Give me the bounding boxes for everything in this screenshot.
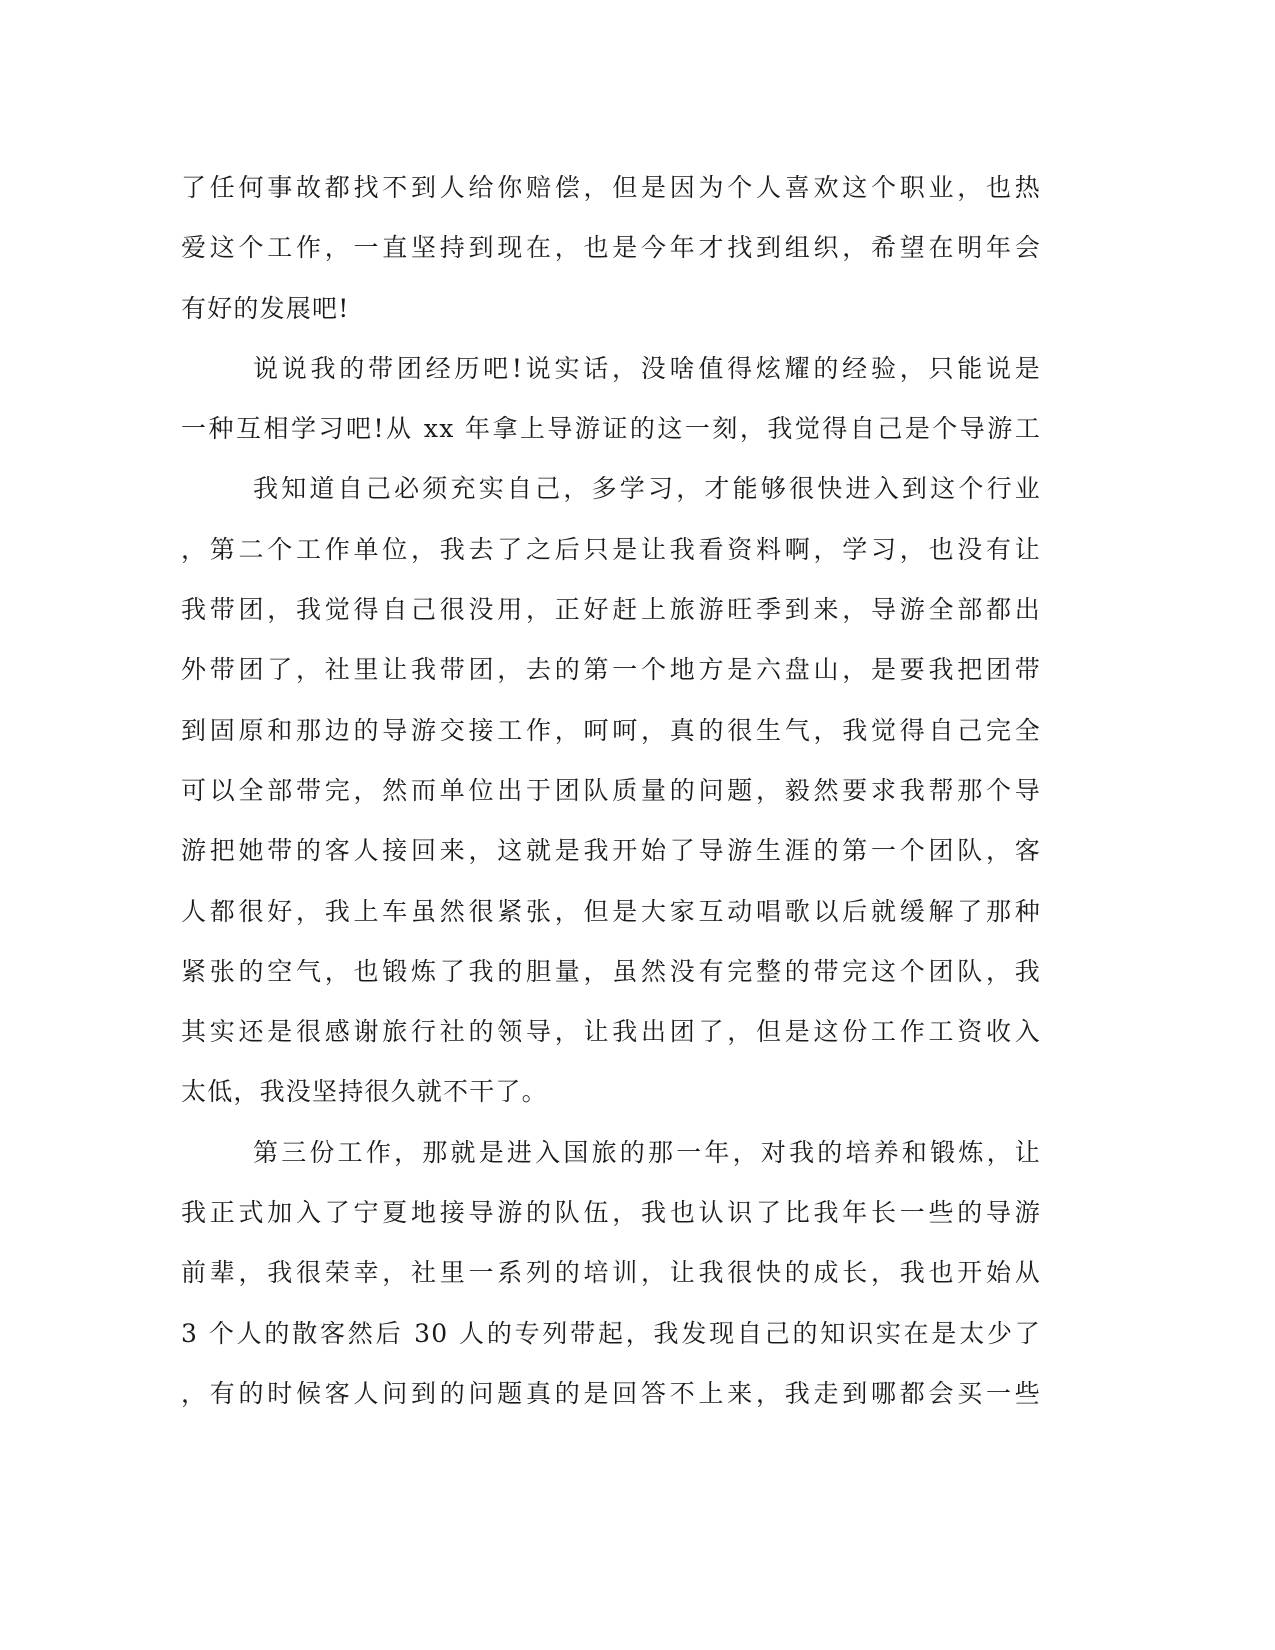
paragraph	[181, 459, 1041, 1122]
text-line: 我正式加入了宁夏地接导游的队伍，我也认识了比我年长一些的导游	[181, 1198, 1041, 1228]
text-line: 3 个人的散客然后 30 人的专列带起，我发现自己的知识实在是太少了	[181, 1318, 1041, 1348]
text-line: 外带团了，社里让我带团，去的第一个地方是六盘山，是要我把团带	[181, 655, 1041, 685]
text-line: 太低，我没坚持很久就不干了。	[181, 1077, 548, 1107]
body-text	[181, 158, 1041, 1424]
text-line: 有好的发展吧!	[181, 293, 350, 323]
text-line: 爱这个工作，一直坚持到现在，也是今年才找到组织，希望在明年会	[181, 233, 1041, 263]
text-line: 一种互相学习吧!从 xx 年拿上导游证的这一刻，我觉得自己是个导游工	[181, 414, 1041, 444]
text-line: 说说我的带团经历吧!说实话，没啥值得炫耀的经验，只能说是	[253, 353, 1041, 383]
text-line: 我带团，我觉得自己很没用，正好赶上旅游旺季到来，导游全部都出	[181, 595, 1041, 625]
text-line: 其实还是很感谢旅行社的领导，让我出团了，但是这份工作工资收入	[181, 1017, 1041, 1047]
text-line: 游把她带的客人接回来，这就是我开始了导游生涯的第一个团队，客	[181, 836, 1041, 866]
paragraph	[181, 339, 1041, 460]
text-line: 到固原和那边的导游交接工作，呵呵，真的很生气，我觉得自己完全	[181, 715, 1041, 745]
text-line: 了任何事故都找不到人给你赔偿，但是因为个人喜欢这个职业，也热	[181, 173, 1041, 202]
text-line: 可以全部带完，然而单位出于团队质量的问题，毅然要求我帮那个导	[181, 775, 1041, 805]
text-line: ，有的时候客人问到的问题真的是回答不上来，我走到哪都会买一些	[181, 1378, 1041, 1408]
text-line: ，第二个工作单位，我去了之后只是让我看资料啊，学习，也没有让	[181, 534, 1041, 564]
text-line: 我知道自己必须充实自己，多学习，才能够很快进入到这个行业	[253, 474, 1041, 504]
text-line: 第三份工作，那就是进入国旅的那一年，对我的培养和锻炼，让	[253, 1137, 1041, 1167]
paragraph	[181, 1123, 1041, 1424]
text-line: 紧张的空气，也锻炼了我的胆量，虽然没有完整的带完这个团队，我	[181, 956, 1041, 986]
paragraph	[181, 158, 1041, 339]
text-line: 前辈，我很荣幸，社里一系列的培训，让我很快的成长，我也开始从	[181, 1258, 1041, 1288]
text-line: 人都很好，我上车虽然很紧张，但是大家互动唱歌以后就缓解了那种	[181, 896, 1041, 926]
